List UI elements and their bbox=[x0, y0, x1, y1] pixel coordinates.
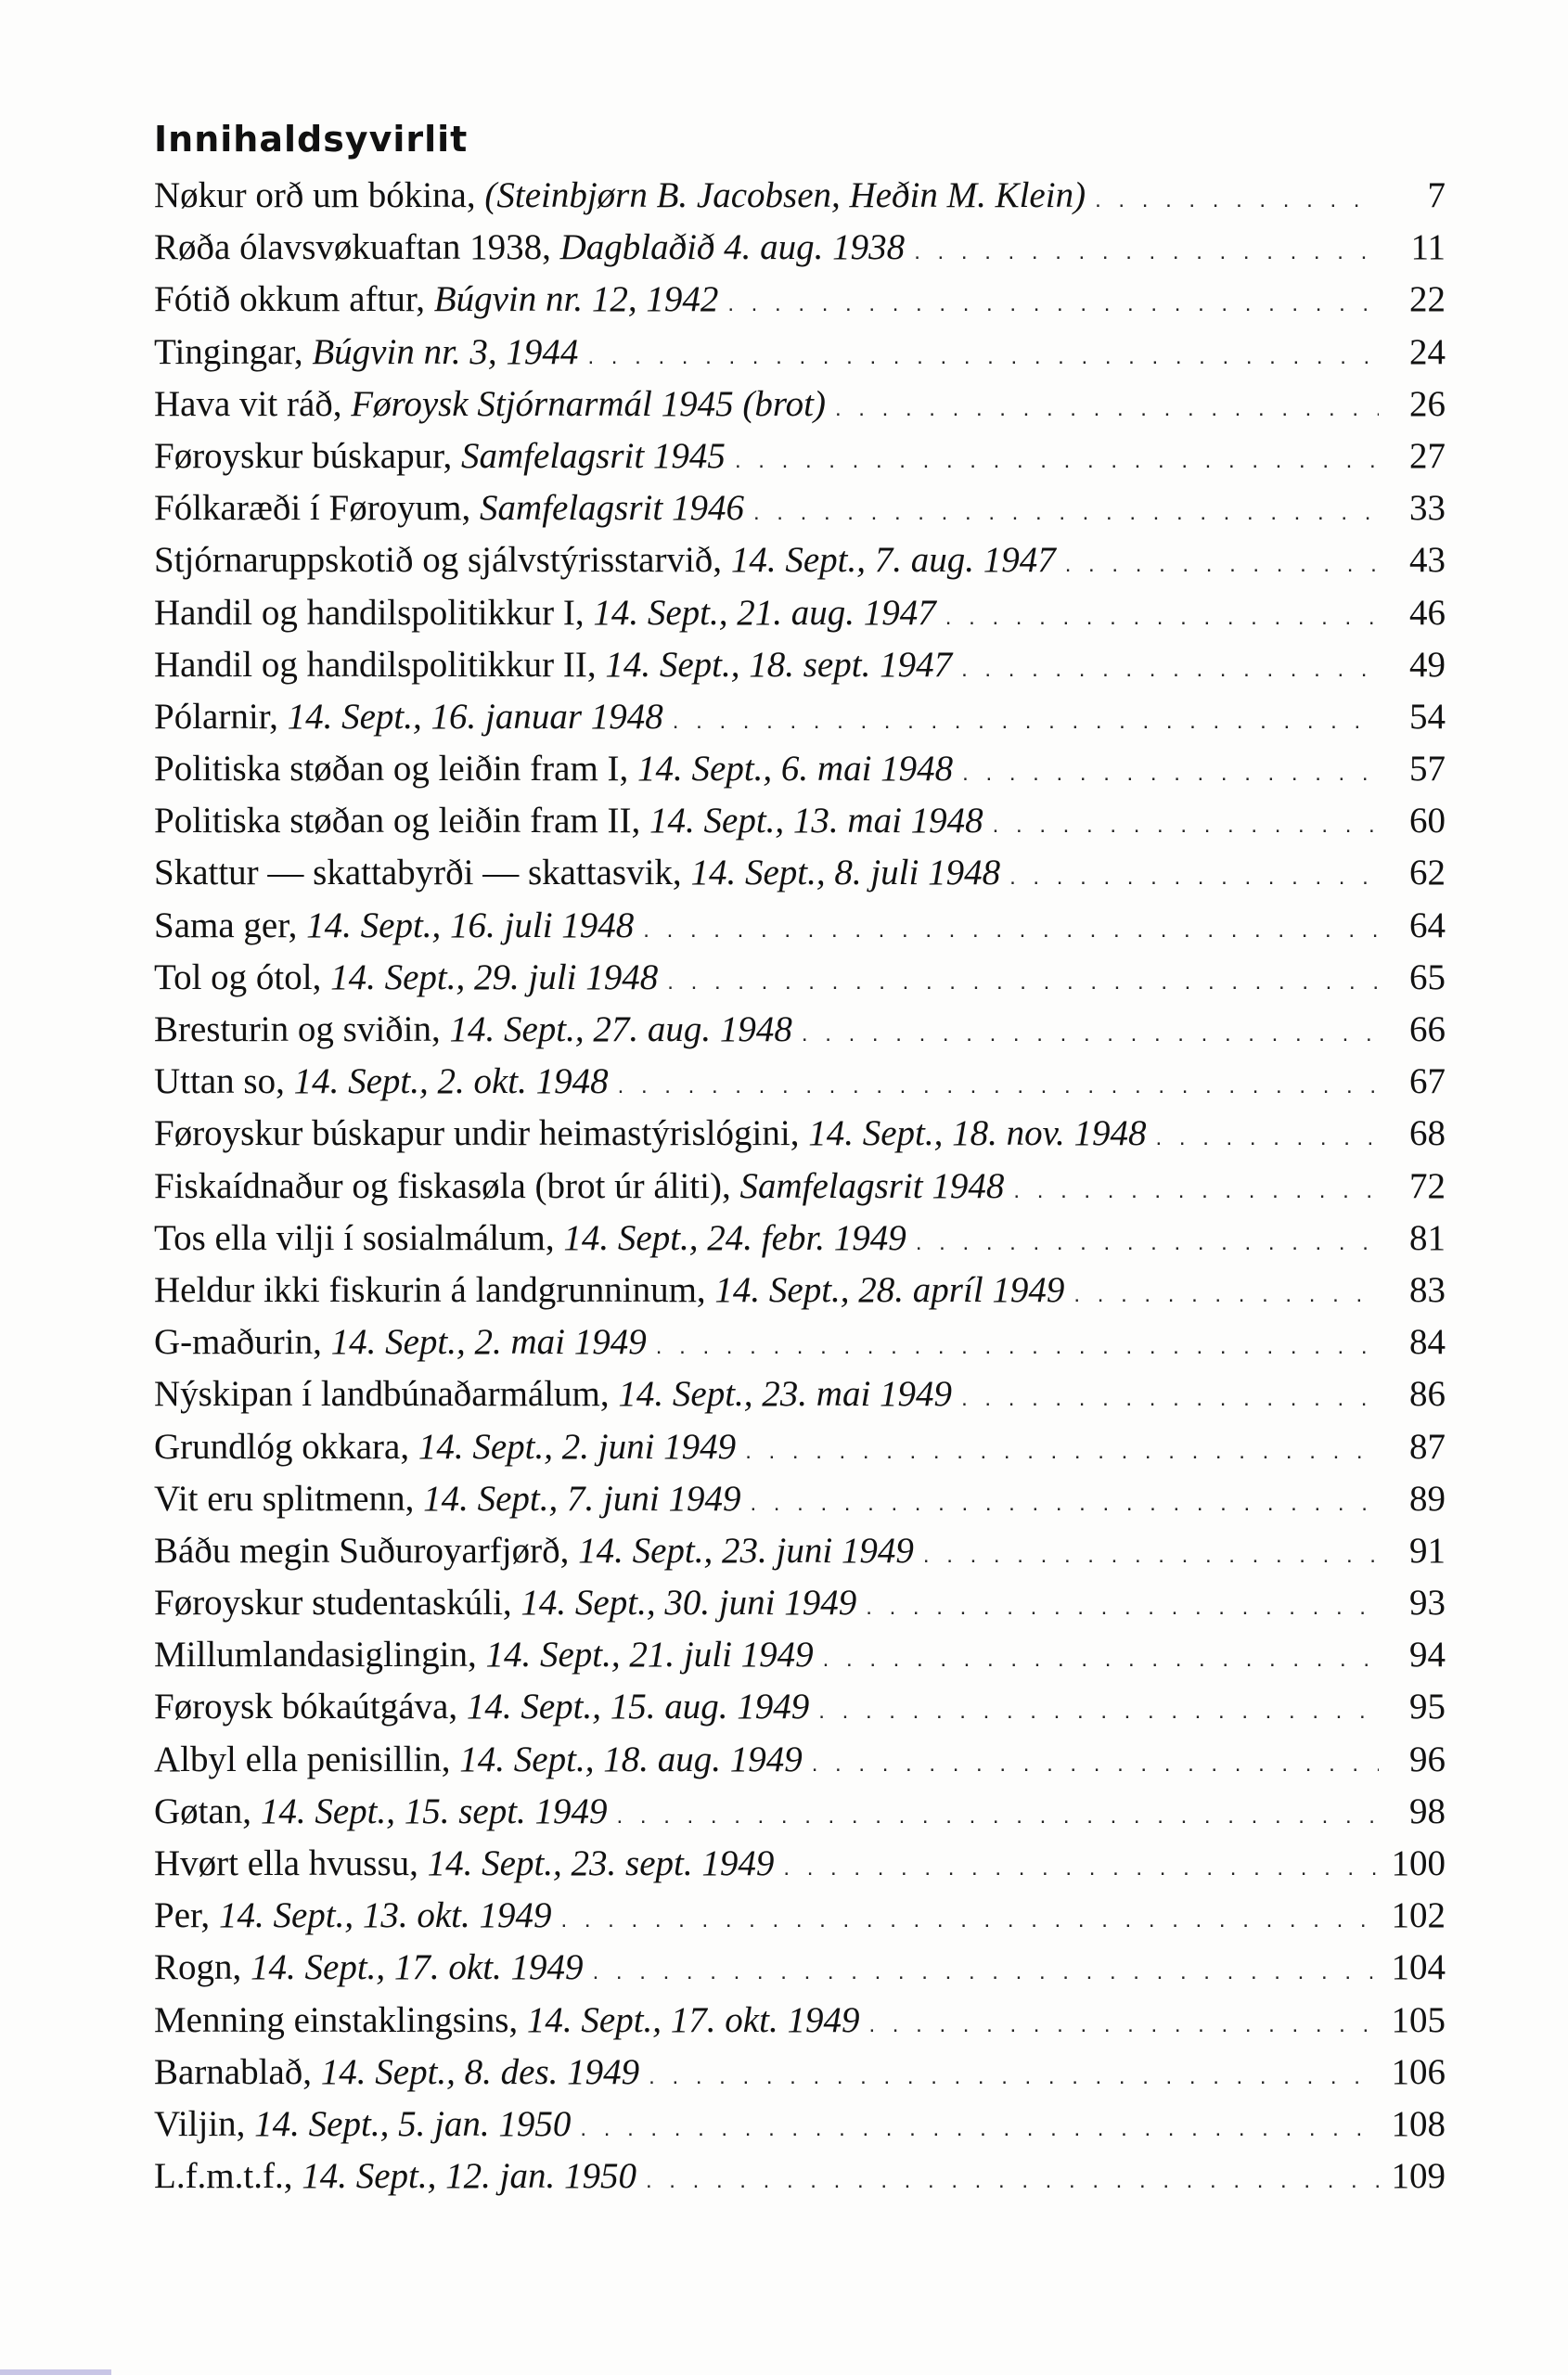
dot-leader bbox=[618, 1073, 1379, 1099]
toc-entry-title bbox=[154, 383, 826, 425]
entry-page-number: 27 bbox=[1409, 435, 1446, 476]
entry-page-number: 100 bbox=[1391, 1843, 1446, 1883]
entry-source: 14. Sept., 16. januar 1948 bbox=[287, 696, 663, 737]
toc-entry-title bbox=[154, 592, 936, 634]
toc-entry-title bbox=[154, 487, 744, 529]
toc-entry bbox=[154, 226, 1446, 278]
entry-source: 14. Sept., 17. okt. 1949 bbox=[251, 1947, 584, 1988]
entry-title-text: Politiska støðan og leiðin fram I, bbox=[154, 749, 629, 790]
toc-entry bbox=[154, 1946, 1446, 1998]
dot-leader bbox=[593, 1959, 1379, 1985]
entry-title-text: Føroyskur búskapur, bbox=[154, 435, 453, 476]
toc-entry bbox=[154, 174, 1446, 226]
toc-entry bbox=[154, 1530, 1446, 1582]
toc-entry-title bbox=[154, 2051, 639, 2093]
entry-title-text: Stjórnaruppskotið og sjálvstýrisstarvið, bbox=[154, 540, 723, 581]
entry-title-text: Nýskipan í landbúnaðarmálum, bbox=[154, 1374, 610, 1415]
toc-entry-title bbox=[154, 1112, 1147, 1154]
toc-entry bbox=[154, 1894, 1446, 1946]
entry-page-number: 64 bbox=[1409, 905, 1446, 945]
entry-title-text: Per, bbox=[154, 1895, 211, 1936]
entry-source: Samfelagsrit 1948 bbox=[739, 1165, 1005, 1206]
entry-title-text: Føroyskur búskapur undir heimastýrislógini, bbox=[154, 1113, 800, 1154]
page-title: Innihaldsyvirlit bbox=[154, 119, 469, 160]
toc-entry bbox=[154, 487, 1446, 539]
dot-leader bbox=[1065, 552, 1379, 578]
entry-page-number: 91 bbox=[1409, 1530, 1446, 1571]
entry-source: 14. Sept., 12. jan. 1950 bbox=[302, 2156, 636, 2197]
toc-entry bbox=[154, 539, 1446, 591]
toc-entry-title bbox=[154, 1582, 856, 1624]
dot-leader bbox=[580, 2116, 1379, 2142]
entry-source: 14. Sept., 2. mai 1949 bbox=[330, 1322, 647, 1363]
entry-source: 14. Sept., 8. juli 1948 bbox=[690, 853, 1001, 893]
entry-source: 14. Sept., 27. aug. 1948 bbox=[449, 1009, 792, 1049]
entry-page-number: 49 bbox=[1409, 644, 1446, 685]
toc-entry-title bbox=[154, 1165, 1004, 1207]
entry-page-number: 108 bbox=[1391, 2103, 1446, 2144]
entry-page-number: 84 bbox=[1409, 1322, 1446, 1363]
toc-entry bbox=[154, 331, 1446, 383]
toc-entry-title bbox=[154, 644, 952, 686]
toc-entry bbox=[154, 383, 1446, 435]
entry-source: Búgvin nr. 12, 1942 bbox=[433, 279, 719, 320]
dot-leader bbox=[783, 1855, 1379, 1881]
dot-leader bbox=[646, 2168, 1379, 2194]
entry-page-number: 83 bbox=[1409, 1269, 1446, 1310]
toc-entry-title bbox=[154, 1530, 914, 1572]
entry-page-number: 86 bbox=[1409, 1374, 1446, 1415]
toc-entry bbox=[154, 435, 1446, 487]
toc-entry bbox=[154, 278, 1446, 330]
dot-leader bbox=[812, 1752, 1379, 1778]
dot-leader bbox=[868, 2012, 1379, 2038]
entry-title-text: Handil og handilspolitikkur I, bbox=[154, 592, 585, 633]
entry-page-number: 46 bbox=[1409, 592, 1446, 633]
entry-page-number: 72 bbox=[1409, 1165, 1446, 1206]
dot-leader bbox=[1013, 1178, 1379, 1204]
entry-page-number: 93 bbox=[1409, 1583, 1446, 1624]
dot-leader bbox=[1009, 865, 1379, 891]
toc-entry-title bbox=[154, 331, 578, 373]
entry-title-text: Gøtan, bbox=[154, 1791, 252, 1831]
entry-source: Samfelagsrit 1946 bbox=[480, 488, 744, 529]
toc-entry bbox=[154, 1791, 1446, 1842]
dot-leader bbox=[750, 1491, 1379, 1517]
entry-page-number: 89 bbox=[1409, 1478, 1446, 1519]
dot-leader bbox=[923, 1543, 1379, 1569]
toc-entry-title bbox=[154, 1008, 792, 1050]
toc-entry bbox=[154, 2155, 1446, 2207]
entry-page-number: 57 bbox=[1409, 749, 1446, 790]
entry-page-number: 102 bbox=[1391, 1895, 1446, 1936]
toc-entry bbox=[154, 800, 1446, 852]
entry-page-number: 43 bbox=[1409, 540, 1446, 581]
dot-leader bbox=[1156, 1125, 1379, 1151]
dot-leader bbox=[649, 2064, 1379, 2090]
entry-source: 14. Sept., 18. aug. 1949 bbox=[459, 1739, 803, 1779]
entry-page-number: 68 bbox=[1409, 1113, 1446, 1154]
entry-page-number: 22 bbox=[1409, 279, 1446, 320]
toc-entry bbox=[154, 1373, 1446, 1425]
toc-entry bbox=[154, 2051, 1446, 2103]
entry-title-text: Føroyskur studentaskúli, bbox=[154, 1583, 512, 1624]
entry-title-text: Heldur ikki fiskurin á landgrunninum, bbox=[154, 1269, 706, 1310]
entry-title-text: Føroysk bókaútgáva, bbox=[154, 1687, 458, 1727]
toc-entry bbox=[154, 1008, 1446, 1060]
entry-title-text: Viljin, bbox=[154, 2103, 246, 2144]
toc-entry-title bbox=[154, 1791, 608, 1832]
entry-page-number: 96 bbox=[1409, 1739, 1446, 1779]
entry-source: 14. Sept., 18. nov. 1948 bbox=[808, 1113, 1147, 1154]
entry-page-number: 105 bbox=[1391, 1999, 1446, 2040]
entry-source: 14. Sept., 6. mai 1948 bbox=[637, 749, 954, 790]
toc-entry-title bbox=[154, 539, 1056, 581]
entry-page-number: 95 bbox=[1409, 1687, 1446, 1727]
entry-title-text: Menning einstaklingsins, bbox=[154, 1999, 519, 2040]
toc-entry-title bbox=[154, 696, 663, 738]
entry-title-text: Hvørt ella hvussu, bbox=[154, 1843, 418, 1883]
toc-entry bbox=[154, 1269, 1446, 1321]
toc-entry-title bbox=[154, 1894, 551, 1936]
entry-title-text: Grundlóg okkara, bbox=[154, 1426, 410, 1467]
entry-title-text: Vit eru splitmenn, bbox=[154, 1478, 415, 1519]
toc-entry bbox=[154, 1634, 1446, 1686]
dot-leader bbox=[802, 1021, 1379, 1047]
dot-leader bbox=[866, 1595, 1379, 1621]
entry-page-number: 106 bbox=[1391, 2051, 1446, 2092]
entry-source: 14. Sept., 18. sept. 1947 bbox=[605, 644, 953, 685]
toc-entry-title bbox=[154, 1634, 814, 1675]
dot-leader bbox=[993, 813, 1379, 839]
entry-source: 14. Sept., 8. des. 1949 bbox=[320, 2051, 640, 2092]
toc-entry bbox=[154, 2103, 1446, 2155]
entry-page-number: 60 bbox=[1409, 801, 1446, 841]
toc-entry-title bbox=[154, 2155, 636, 2197]
entry-source: 14. Sept., 2. okt. 1948 bbox=[293, 1061, 609, 1102]
toc-entry bbox=[154, 748, 1446, 800]
toc-entry bbox=[154, 1999, 1446, 2051]
entry-source: 14. Sept., 15. aug. 1949 bbox=[466, 1687, 810, 1727]
entry-source: 14. Sept., 23. juni 1949 bbox=[578, 1530, 914, 1571]
entry-page-number: 66 bbox=[1409, 1009, 1446, 1049]
entry-page-number: 109 bbox=[1391, 2156, 1446, 2197]
dot-leader bbox=[735, 448, 1379, 474]
entry-source: Dagblaðið 4. aug. 1938 bbox=[559, 227, 906, 268]
dot-leader bbox=[1073, 1282, 1379, 1308]
entry-title-text: Handil og handilspolitikkur II, bbox=[154, 644, 597, 685]
entry-source: 14. Sept., 13. mai 1948 bbox=[649, 801, 983, 841]
entry-title-text: Fólkaræði í Føroyum, bbox=[154, 488, 471, 529]
toc-entry-title bbox=[154, 226, 905, 268]
entry-source: 14. Sept., 29. juli 1948 bbox=[330, 956, 659, 997]
toc-entry-title bbox=[154, 956, 658, 998]
entry-title-text: Uttan so, bbox=[154, 1061, 285, 1102]
toc-entry bbox=[154, 1686, 1446, 1738]
toc-entry-title bbox=[154, 1426, 736, 1468]
entry-source: Samfelagsrit 1945 bbox=[461, 435, 726, 476]
dot-leader bbox=[1095, 187, 1379, 213]
toc-entry bbox=[154, 1478, 1446, 1530]
entry-title-text: Pólarnir, bbox=[154, 696, 278, 737]
entry-page-number: 67 bbox=[1409, 1061, 1446, 1102]
toc-entry-title bbox=[154, 174, 1086, 216]
entry-title-text: Røða ólavsvøkuaftan 1938, bbox=[154, 227, 551, 268]
entry-source: 14. Sept., 23. mai 1949 bbox=[618, 1374, 953, 1415]
dot-leader bbox=[587, 344, 1379, 370]
dot-leader bbox=[823, 1647, 1379, 1673]
dot-leader bbox=[643, 918, 1379, 944]
dot-leader bbox=[916, 1230, 1379, 1256]
dot-leader bbox=[914, 239, 1379, 265]
dot-leader bbox=[617, 1804, 1379, 1829]
entry-title-text: Tos ella vilji í sosialmálum, bbox=[154, 1217, 555, 1258]
entry-page-number: 104 bbox=[1391, 1947, 1446, 1988]
entry-source: 14. Sept., 2. juni 1949 bbox=[418, 1426, 737, 1467]
toc-entry bbox=[154, 1060, 1446, 1112]
toc-entry bbox=[154, 1321, 1446, 1373]
toc-entry-title bbox=[154, 852, 1000, 893]
entry-source: 14. Sept., 21. juli 1949 bbox=[485, 1635, 814, 1675]
entry-source: 14. Sept., 24. febr. 1949 bbox=[563, 1217, 906, 1258]
toc-entry-title bbox=[154, 1217, 906, 1259]
dot-leader bbox=[961, 657, 1379, 683]
toc-entry bbox=[154, 905, 1446, 956]
entry-title-text: Fótið okkum aftur, bbox=[154, 279, 426, 320]
toc-entry-title bbox=[154, 1739, 803, 1780]
entry-page-number: 94 bbox=[1409, 1635, 1446, 1675]
entry-title-text: L.f.m.t.f., bbox=[154, 2156, 293, 2197]
toc-entry-title bbox=[154, 1321, 647, 1363]
toc-entry-title bbox=[154, 1842, 774, 1884]
scan-edge-mark bbox=[0, 2369, 111, 2375]
toc-entry bbox=[154, 644, 1446, 696]
toc-entry-title bbox=[154, 1999, 859, 2041]
entry-source: Búgvin nr. 3, 1944 bbox=[312, 331, 579, 372]
toc-entry-title bbox=[154, 748, 953, 790]
entry-title-text: Tingingar, bbox=[154, 331, 303, 372]
toc-entry-title bbox=[154, 278, 718, 320]
entry-source: 14. Sept., 7. juni 1949 bbox=[423, 1478, 741, 1519]
entry-page-number: 62 bbox=[1409, 853, 1446, 893]
entry-source: 14. Sept., 15. sept. 1949 bbox=[260, 1791, 608, 1831]
toc-entry-title bbox=[154, 800, 983, 841]
entry-page-number: 81 bbox=[1409, 1217, 1446, 1258]
entry-source: 14. Sept., 16. juli 1948 bbox=[306, 905, 635, 945]
dot-leader bbox=[835, 396, 1379, 422]
dot-leader bbox=[727, 291, 1379, 317]
dot-leader bbox=[656, 1334, 1379, 1360]
entry-page-number: 24 bbox=[1409, 331, 1446, 372]
toc-entry bbox=[154, 1217, 1446, 1269]
entry-title-text: Barnablað, bbox=[154, 2051, 313, 2092]
toc-entry-title bbox=[154, 1686, 809, 1727]
toc-entry bbox=[154, 1165, 1446, 1217]
toc-entry bbox=[154, 1739, 1446, 1791]
entry-page-number: 11 bbox=[1410, 227, 1446, 268]
entry-source: 14. Sept., 21. aug. 1947 bbox=[593, 592, 936, 633]
entry-title-text: Báðu megin Suðuroyarfjørð, bbox=[154, 1530, 570, 1571]
toc-entry bbox=[154, 696, 1446, 748]
entry-title-text: Bresturin og sviðin, bbox=[154, 1009, 441, 1049]
toc-entry-title bbox=[154, 435, 726, 477]
toc-entry-title bbox=[154, 1946, 584, 1988]
entry-title-text: Rogn, bbox=[154, 1947, 242, 1988]
entry-page-number: 87 bbox=[1409, 1426, 1446, 1467]
entry-title-text: Tol og ótol, bbox=[154, 956, 322, 997]
entry-title-text: Fiskaídnaður og fiskasøla (brot úr áliti), bbox=[154, 1165, 731, 1206]
entry-title-text: Millumlandasiglingin, bbox=[154, 1635, 477, 1675]
dot-leader bbox=[818, 1699, 1379, 1725]
toc-entry bbox=[154, 1582, 1446, 1634]
dot-leader bbox=[753, 500, 1379, 526]
toc-entry-title bbox=[154, 1269, 1064, 1311]
toc-entry bbox=[154, 592, 1446, 644]
toc-entry bbox=[154, 852, 1446, 904]
toc-entry bbox=[154, 1842, 1446, 1894]
toc-entry bbox=[154, 1112, 1446, 1164]
toc-entry-title bbox=[154, 1478, 740, 1520]
entry-source: 14. Sept., 7. aug. 1947 bbox=[730, 540, 1056, 581]
entry-title-text: Politiska støðan og leiðin fram II, bbox=[154, 801, 641, 841]
entry-source: 14. Sept., 30. juni 1949 bbox=[521, 1583, 857, 1624]
entry-title-text: Albyl ella penisillin, bbox=[154, 1739, 451, 1779]
entry-source: 14. Sept., 17. okt. 1949 bbox=[526, 1999, 860, 2040]
entry-source: Føroysk Stjórnarmál 1945 (brot) bbox=[351, 383, 826, 424]
toc-entry-title bbox=[154, 2103, 571, 2145]
dot-leader bbox=[560, 1907, 1379, 1933]
entry-page-number: 98 bbox=[1409, 1791, 1446, 1831]
entry-source: 14. Sept., 28. apríl 1949 bbox=[714, 1269, 1065, 1310]
entry-page-number: 65 bbox=[1409, 956, 1446, 997]
dot-leader bbox=[667, 969, 1379, 995]
dot-leader bbox=[961, 1386, 1379, 1412]
toc-entry-title bbox=[154, 1060, 609, 1102]
dot-leader bbox=[673, 709, 1379, 735]
dot-leader bbox=[962, 761, 1379, 787]
toc-entry-title bbox=[154, 1373, 952, 1415]
entry-page-number: 7 bbox=[1427, 175, 1446, 215]
entry-source: 14. Sept., 23. sept. 1949 bbox=[427, 1843, 775, 1883]
toc-entry bbox=[154, 1426, 1446, 1478]
entry-title-text: Sama ger, bbox=[154, 905, 298, 945]
table-of-contents bbox=[154, 174, 1446, 2207]
entry-title-text: Hava vit ráð, bbox=[154, 383, 342, 424]
entry-page-number: 54 bbox=[1409, 696, 1446, 737]
entry-source: 14. Sept., 5. jan. 1950 bbox=[254, 2103, 572, 2144]
entry-title-text: G-maðurin, bbox=[154, 1322, 322, 1363]
toc-entry-title bbox=[154, 905, 634, 946]
entry-source: 14. Sept., 13. okt. 1949 bbox=[218, 1895, 552, 1936]
entry-title-text: Skattur — skattabyrði — skattasvik, bbox=[154, 853, 682, 893]
entry-page-number: 26 bbox=[1409, 383, 1446, 424]
toc-entry bbox=[154, 956, 1446, 1008]
dot-leader bbox=[745, 1439, 1379, 1465]
entry-title-text: Nøkur orð um bókina, bbox=[154, 175, 476, 215]
entry-page-number: 33 bbox=[1409, 488, 1446, 529]
entry-source: (Steinbjørn B. Jacobsen, Heðin M. Klein) bbox=[484, 175, 1086, 215]
dot-leader bbox=[945, 605, 1379, 631]
